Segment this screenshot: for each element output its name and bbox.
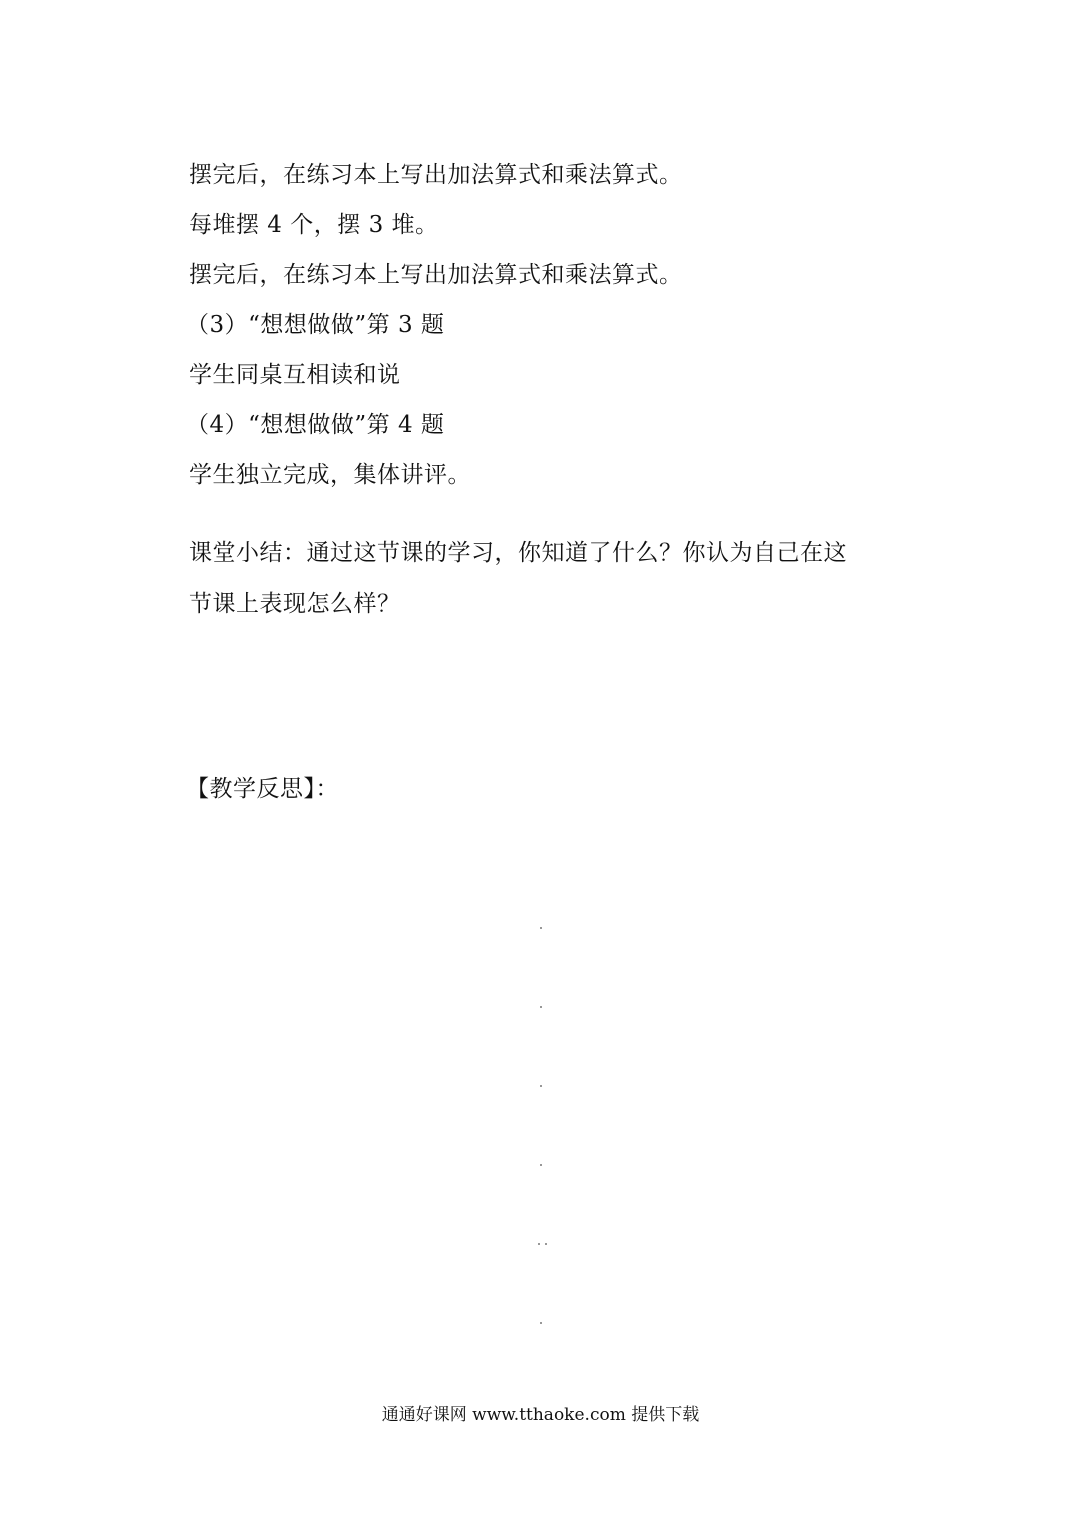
teaching-reflection-heading: 【教学反思】： bbox=[186, 776, 339, 802]
text-line-7: 学生独立完成，集体讲评。 bbox=[189, 462, 471, 488]
text-line-3: 摆完后，在练习本上写出加法算式和乘法算式。 bbox=[189, 262, 683, 288]
stray-dot bbox=[540, 1085, 542, 1087]
text-line-1: 摆完后，在练习本上写出加法算式和乘法算式。 bbox=[189, 162, 683, 188]
stray-dot bbox=[540, 927, 542, 929]
footer-download-notice: 通通好课网 www.tthaoke.com 提供下载 bbox=[381, 1405, 700, 1425]
stray-dot bbox=[540, 1164, 542, 1166]
class-summary-line-2: 节课上表现怎么样？ bbox=[189, 591, 401, 617]
stray-dot bbox=[540, 1006, 542, 1008]
text-line-exercise-3: （3）“想想做做”第 3 题 bbox=[186, 312, 445, 338]
stray-dot bbox=[540, 1322, 542, 1324]
text-line-2: 每堆摆 4 个，摆 3 堆。 bbox=[189, 212, 439, 238]
stray-dot bbox=[545, 1243, 547, 1245]
text-line-exercise-4: （4）“想想做做”第 4 题 bbox=[186, 412, 445, 438]
stray-dot bbox=[538, 1243, 540, 1245]
text-line-5: 学生同桌互相读和说 bbox=[189, 362, 401, 388]
class-summary-line-1: 课堂小结：通过这节课的学习，你知道了什么？你认为自己在这 bbox=[189, 540, 847, 566]
